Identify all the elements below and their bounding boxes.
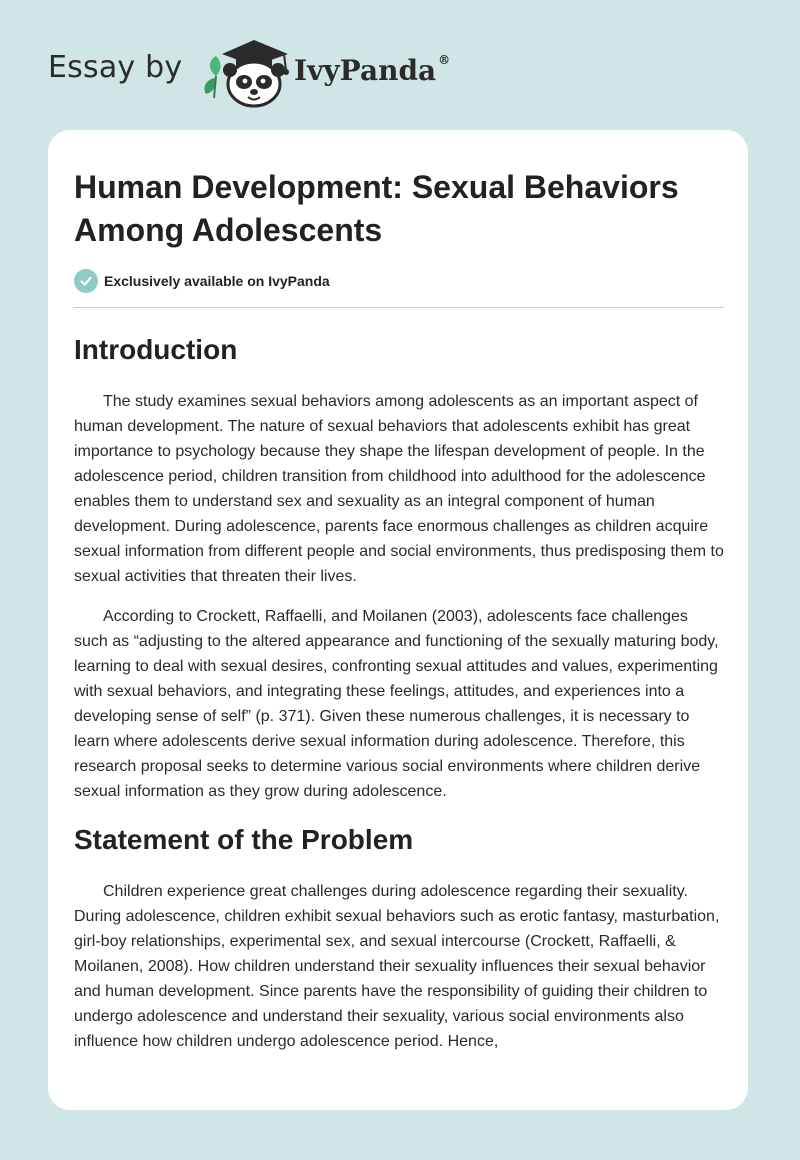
- section-heading-problem: Statement of the Problem: [74, 824, 414, 855]
- essay-title: Human Development: Sexual Behaviors Among Adolescents: [74, 169, 679, 248]
- site-header: [48, 36, 508, 108]
- essay-card: [48, 130, 748, 1110]
- paragraph: Children experience great challenges during adolescence regarding their sexuality. During adolescence, children exhibit sexual behaviors such as erotic fantasy, masturbation, girl-boy relationships, experimental sex, and sexual intercourse (Crockett, Raffaelli, & Moilanen, 2008). How children understand their sexuality influences their sexual behavior and human development. Since parents have the responsibility of guiding their children to undergo adolescence and understand their sexuality, various social environments also influence how children undergo adolescence period. Hence,: [74, 883, 720, 1050]
- section-heading-introduction: Introduction: [74, 334, 238, 365]
- brand-name[interactable]: [294, 54, 450, 87]
- divider: [74, 307, 724, 308]
- essay-content: [74, 166, 724, 1054]
- brand-text: IvyPanda: [294, 54, 437, 87]
- panda-logo-icon[interactable]: [200, 36, 292, 108]
- paragraph: According to Crockett, Raffaelli, and Moilanen (2003), adolescents face challenges such as “adjusting to the altered appearance and functioning of the sexually maturing body, learning to deal with sexual desires, confronting sexual attitudes and values, experimenting with sexual behaviors, and integrating these feelings, attitudes, and experiences into a developing sense of self” (p. 371). Given these numerous challenges, it is necessary to learn where adolescents derive sexual information during adolescence. Therefore, this research proposal seeks to determine various social environments where children derive sexual information as they grow during adolescence.: [74, 608, 719, 800]
- check-icon: [74, 269, 98, 293]
- exclusive-label: Exclusively available on IvyPanda: [104, 273, 330, 289]
- essay-by-label: Essay by: [48, 50, 183, 85]
- leaf-icon: [204, 56, 220, 98]
- registered-mark: ®: [438, 52, 451, 67]
- exclusive-badge: [74, 268, 724, 294]
- paragraph: The study examines sexual behaviors among adolescents as an important aspect of human development. The nature of sexual behaviors that adolescents exhibit has great importance to psychology because they shape the lifespan development of people. In the adolescence period, children transition from childhood into adulthood for the adolescence enables them to understand sex and sexuality as an integral component of human development. During adolescence, parents face enormous challenges as children acquire sexual information from different people and social environments, thus predisposing them to sexual activities that threaten their lives.: [74, 393, 724, 585]
